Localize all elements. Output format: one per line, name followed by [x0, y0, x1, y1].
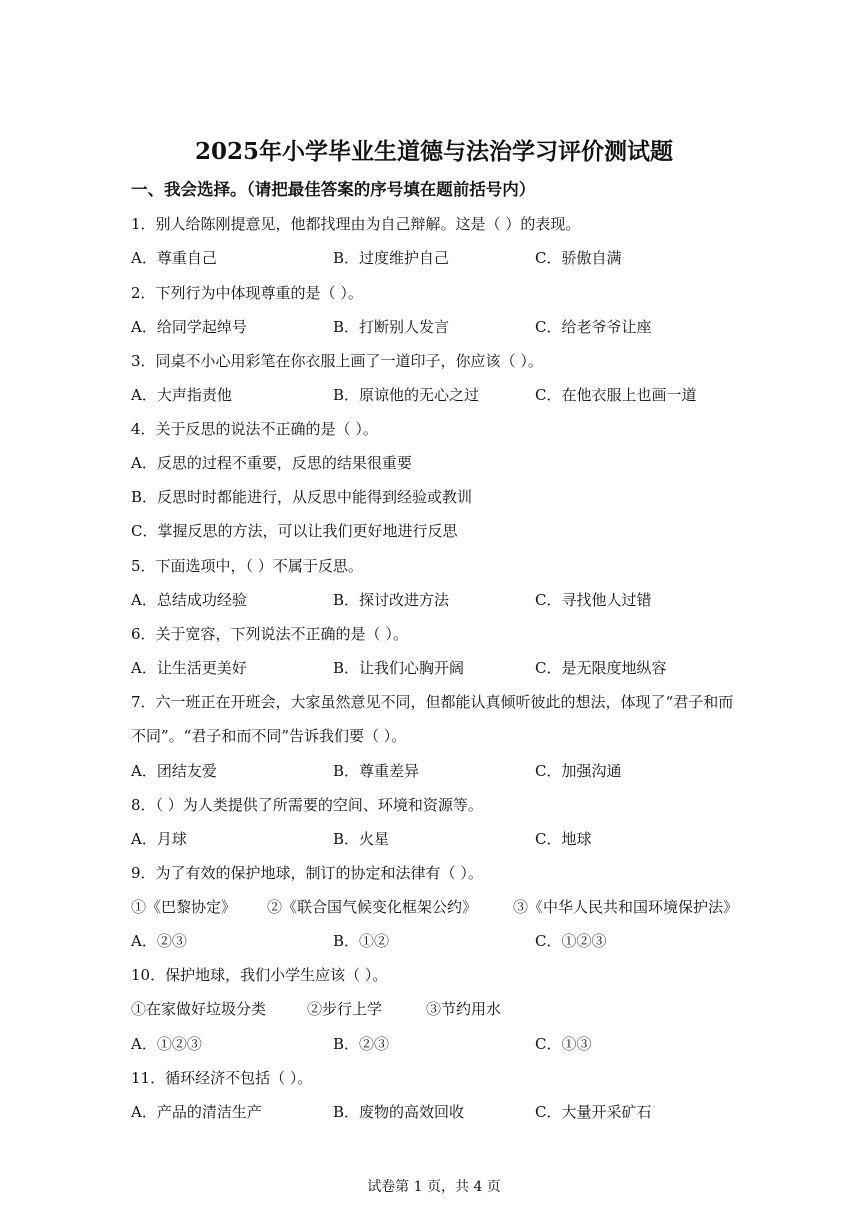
question-4-option-a: A．反思的过程不重要，反思的结果很重要: [131, 454, 412, 472]
question-6-option-a: A．让生活更美好: [131, 659, 247, 677]
question-9-option-a: A．②③: [131, 932, 187, 950]
question-4-stem: 4．关于反思的说法不正确的是（ ）。: [131, 420, 378, 438]
question-7-option-b: B．尊重差异: [333, 762, 420, 780]
section-heading: 一、我会选择。（请把最佳答案的序号填在题前括号内）: [131, 180, 536, 199]
question-3-option-b: B．原谅他的无心之过: [333, 386, 480, 404]
question-5-option-c: C．寻找他人过错: [535, 591, 652, 609]
question-7-stem-line-1: 7．六一班正在开班会，大家虽然意见不同，但都能认真倾听彼此的想法，体现了“君子和而: [131, 693, 734, 711]
question-10-item-1: ①在家做好垃圾分类: [131, 1000, 267, 1018]
question-10-option-b: B．②③: [333, 1035, 390, 1053]
question-11-option-a: A．产品的清洁生产: [131, 1103, 262, 1121]
question-10-item-3: ③节约用水: [426, 1000, 502, 1018]
question-11-stem: 11．循环经济不包括（ ）。: [131, 1069, 313, 1087]
question-5-option-a: A．总结成功经验: [131, 591, 247, 609]
question-1-option-c: C．骄傲自满: [535, 249, 622, 267]
question-11-option-b: B．废物的高效回收: [333, 1103, 465, 1121]
question-6-stem: 6．关于宽容，下列说法不正确的是（ ）。: [131, 625, 408, 643]
question-1-option-b: B．过度维护自己: [333, 249, 450, 267]
question-8-stem: 8．（ ）为人类提供了所需要的空间、环境和资源等。: [131, 796, 483, 814]
question-9-item-3: ③《中华人民共和国环境保护法》: [513, 898, 739, 916]
question-6-option-b: B．让我们心胸开阔: [333, 659, 465, 677]
page-footer: 试卷第 1 页，共 4 页: [367, 1179, 501, 1195]
question-10-option-c: C．①③: [535, 1035, 592, 1053]
question-8-option-a: A．月球: [131, 830, 187, 848]
question-7-option-a: A．团结友爱: [131, 762, 217, 780]
question-6-option-c: C．是无限度地纵容: [535, 659, 667, 677]
question-10-item-2: ②步行上学: [307, 1000, 383, 1018]
question-8-option-c: C．地球: [535, 830, 592, 848]
question-9-item-1: ①《巴黎协定》: [131, 898, 237, 916]
question-5-option-b: B．探讨改进方法: [333, 591, 450, 609]
question-4-option-b: B．反思时时都能进行，从反思中能得到经验或教训: [131, 488, 473, 506]
question-2-option-a: A．给同学起绰号: [131, 318, 247, 336]
question-11-option-c: C．大量开采矿石: [535, 1103, 652, 1121]
question-3-stem: 3．同桌不小心用彩笔在你衣服上画了一道印子，你应该（ ）。: [131, 352, 543, 370]
question-3-option-a: A．大声指责他: [131, 386, 232, 404]
page-title: 2025年小学毕业生道德与法治学习评价测试题: [194, 138, 673, 165]
question-7-stem-line-2: 不同”。“君子和而不同”告诉我们要（ ）。: [131, 727, 407, 745]
question-2-stem: 2．下列行为中体现尊重的是（ ）。: [131, 284, 363, 302]
question-10-stem: 10．保护地球，我们小学生应该（ ）。: [131, 966, 388, 984]
question-5-stem: 5．下面选项中，（ ）不属于反思。: [131, 557, 363, 575]
question-4-option-c: C．掌握反思的方法，可以让我们更好地进行反思: [131, 522, 458, 540]
question-9-stem: 9．为了有效的保护地球，制订的协定和法律有（ ）。: [131, 864, 483, 882]
question-9-option-b: B．①②: [333, 932, 390, 950]
question-2-option-c: C．给老爷爷让座: [535, 318, 652, 336]
question-8-option-b: B．火星: [333, 830, 390, 848]
question-3-option-c: C．在他衣服上也画一道: [535, 386, 697, 404]
question-2-option-b: B．打断别人发言: [333, 318, 450, 336]
question-10-option-a: A．①②③: [131, 1035, 202, 1053]
question-9-item-2: ②《联合国气候变化框架公约》: [267, 898, 478, 916]
question-7-option-c: C．加强沟通: [535, 762, 622, 780]
question-9-option-c: C．①②③: [535, 932, 607, 950]
question-1-stem: 1．别人给陈刚提意见，他都找理由为自己辩解。这是（ ）的表现。: [131, 215, 581, 233]
question-1-option-a: A．尊重自己: [131, 249, 217, 267]
